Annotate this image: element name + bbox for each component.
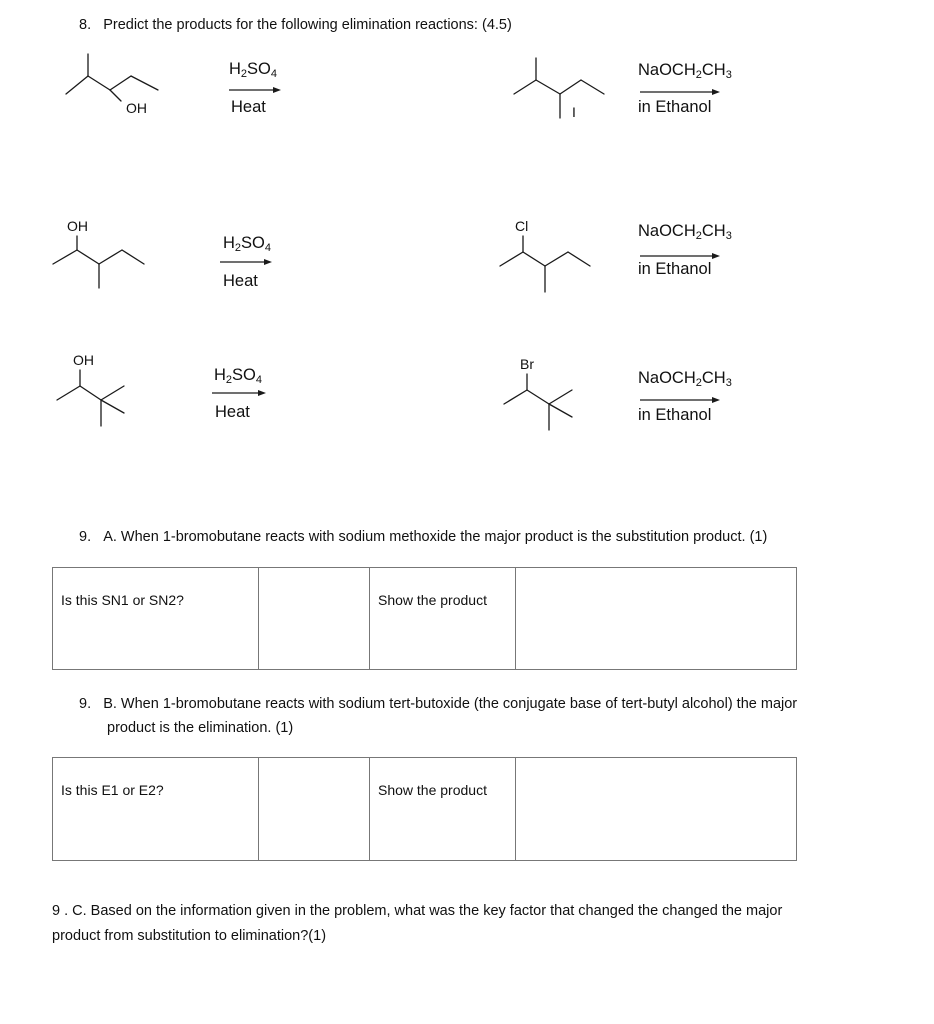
question-9a-text	[79, 529, 767, 545]
reagent-text: CH	[701, 369, 726, 387]
subscript: 2	[695, 69, 702, 81]
mechanism-answer-cell[interactable]	[259, 568, 370, 670]
product-answer-cell[interactable]	[516, 568, 797, 670]
chlorine-label: Cl	[515, 218, 529, 234]
reagent-text: H	[223, 234, 235, 252]
reagent-text: SO	[241, 234, 265, 252]
subscript: 2	[234, 242, 242, 254]
show-product-label-cell	[370, 568, 516, 670]
reagent-sodium-ethoxide	[638, 369, 732, 387]
question-9c-line-1: 9 . C. Based on the information given in the problem, what was the key factor that changed the changed the major	[52, 903, 783, 919]
subscript: 3	[725, 69, 732, 81]
mechanism-answer-cell[interactable]	[259, 758, 370, 861]
iodine-label: I	[572, 104, 576, 120]
subscript: 4	[270, 68, 278, 80]
question-9b-text	[79, 696, 797, 712]
question-9a-number: 9.	[79, 529, 92, 545]
reaction-arrow	[640, 396, 730, 404]
reagent-heat: Heat	[231, 98, 266, 116]
question-8-number: 8.	[79, 17, 92, 33]
oh-label: OH	[73, 352, 94, 368]
reagent-text: NaOCH	[638, 222, 696, 240]
question-8-prompt: Predict the products for the following elimination reactions: (4.5)	[103, 17, 512, 33]
cell-label: Is this SN1 or SN2?	[61, 592, 184, 608]
question-9b-body-line-2: product is the elimination. (1)	[107, 720, 294, 736]
question-9b-answer-table	[52, 757, 797, 861]
subscript: 3	[725, 230, 732, 242]
mechanism-question-cell	[53, 568, 259, 670]
cell-label: Is this E1 or E2?	[61, 782, 164, 798]
product-answer-cell[interactable]	[516, 758, 797, 861]
question-9b-body-line-1: B. When 1-bromobutane reacts with sodium tert-butoxide (the conjugate base of tert-butyl alcohol) the major	[103, 696, 798, 712]
reagent-heat: Heat	[215, 403, 250, 421]
reagent-text: H	[229, 60, 241, 78]
reagent-text: CH	[701, 61, 726, 79]
mechanism-question-cell	[53, 758, 259, 861]
oh-label: OH	[67, 218, 88, 234]
reagent-solvent: in Ethanol	[638, 260, 712, 278]
subscript: 4	[264, 242, 272, 254]
cell-label: Show the product	[378, 782, 487, 798]
reagent-text: NaOCH	[638, 369, 696, 387]
subscript: 2	[695, 377, 702, 389]
subscript: 2	[240, 68, 248, 80]
reagent-text: SO	[232, 366, 256, 384]
question-9a-answer-table	[52, 567, 797, 670]
subscript: 3	[725, 377, 732, 389]
reagent-text: NaOCH	[638, 61, 696, 79]
bromine-label: Br	[520, 356, 534, 372]
reagent-text: H	[214, 366, 226, 384]
subscript: 4	[255, 374, 263, 386]
subscript: 2	[225, 374, 233, 386]
reagent-text: CH	[701, 222, 726, 240]
question-9c-line-2: product from substitution to elimination?(1)	[52, 928, 327, 944]
reagent-text: SO	[247, 60, 271, 78]
question-9b-number: 9.	[79, 696, 92, 712]
cell-label: Show the product	[378, 592, 487, 608]
reagent-heat: Heat	[223, 272, 258, 290]
reagent-solvent: in Ethanol	[638, 406, 712, 424]
reagent-solvent: in Ethanol	[638, 98, 712, 116]
show-product-label-cell	[370, 758, 516, 861]
oh-label: OH	[126, 100, 147, 116]
subscript: 2	[695, 230, 702, 242]
question-9a-body: A. When 1-bromobutane reacts with sodium methoxide the major product is the substitution product. (1)	[103, 529, 768, 545]
